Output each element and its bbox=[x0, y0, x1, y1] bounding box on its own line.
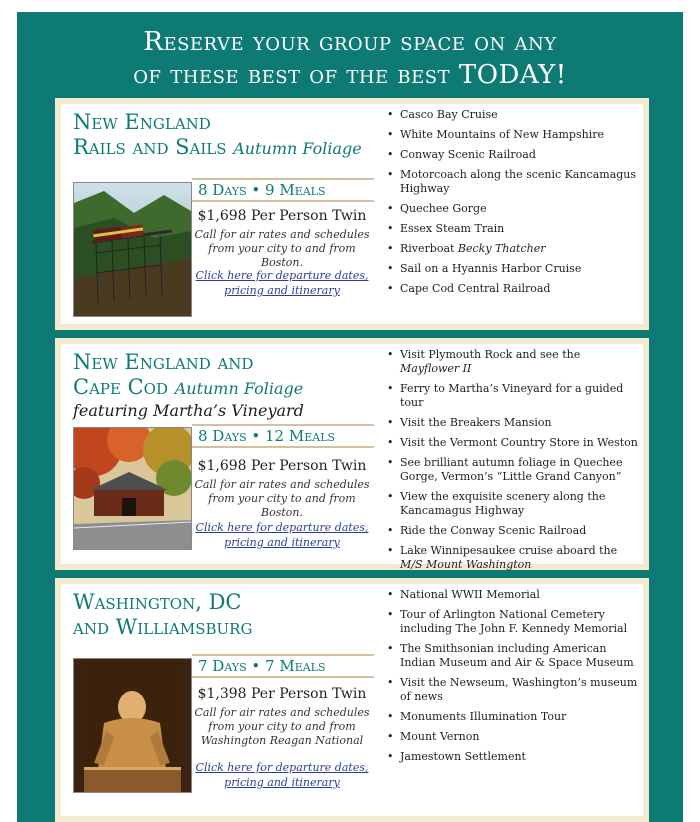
list-item: • Cape Cod Central Railroad bbox=[387, 282, 642, 296]
tour-title-line-2: Cape Cod Autumn Foliage bbox=[73, 375, 304, 399]
tour-title-line-2: Rails and Sails Autumn Foliage bbox=[73, 135, 362, 159]
tour-details-link[interactable] bbox=[192, 520, 372, 550]
tour-title-line-1: Washington, DC bbox=[73, 590, 242, 614]
list-item: • Visit the Vermont Country Store in Weston bbox=[387, 436, 642, 450]
tour-title-line-1: New England bbox=[73, 110, 211, 134]
tour-title bbox=[73, 110, 362, 161]
tour-card-body bbox=[61, 584, 643, 816]
list-item: • White Mountains of New Hampshire bbox=[387, 128, 642, 142]
tour-duration: 7 Days • 7 Meals bbox=[192, 654, 374, 678]
tour-card-new-england-cape-cod bbox=[55, 338, 649, 570]
tour-details-link-line-1[interactable]: Click here for departure dates, bbox=[195, 521, 369, 534]
headline-line-2: of these best of the best TODAY! bbox=[133, 60, 567, 90]
tour-title-line-2: and Williamsburg bbox=[73, 615, 253, 639]
tour-card-body bbox=[61, 344, 643, 571]
list-item: • Visit the Newseum, Washington’s museum of news bbox=[387, 676, 642, 704]
list-item: • Visit the Breakers Mansion bbox=[387, 416, 642, 430]
promo-frame bbox=[17, 12, 683, 822]
list-item: • Tour of Arlington National Cemetery including The John F. Kennedy Memorial bbox=[387, 608, 642, 636]
tour-duration: 8 Days • 12 Meals bbox=[192, 424, 374, 448]
tour-duration: 8 Days • 9 Meals bbox=[192, 178, 374, 202]
tour-price: $1,698 Per Person Twin bbox=[197, 208, 367, 224]
list-item: • The Smithsonian including American Indian Museum and Air & Space Museum bbox=[387, 642, 642, 670]
tour-title bbox=[73, 590, 252, 640]
list-item: • Sail on a Hyannis Harbor Cruise bbox=[387, 262, 642, 276]
list-item: • Conway Scenic Railroad bbox=[387, 148, 642, 162]
list-item: • Quechee Gorge bbox=[387, 202, 642, 216]
tour-highlights-list bbox=[387, 108, 642, 302]
tour-details-link-line-2[interactable]: pricing and itinerary bbox=[224, 776, 340, 789]
covered-bridge-photo bbox=[73, 427, 192, 550]
list-item: • National WWII Memorial bbox=[387, 588, 642, 602]
tour-title bbox=[73, 350, 304, 421]
list-item: • Jamestown Settlement bbox=[387, 750, 642, 764]
list-item: • Mount Vernon bbox=[387, 730, 642, 744]
page-headline bbox=[17, 26, 683, 92]
tour-details-link-line-1[interactable]: Click here for departure dates, bbox=[195, 761, 369, 774]
tour-tag: Autumn Foliage bbox=[174, 379, 304, 398]
list-item: • Ferry to Martha’s Vineyard for a guided tour bbox=[387, 382, 642, 410]
tour-price: $1,698 Per Person Twin bbox=[197, 458, 367, 474]
tour-details-link-line-2[interactable]: pricing and itinerary bbox=[224, 284, 340, 297]
tour-air-note: Call for air rates and schedules from your city to and from Boston. bbox=[194, 478, 370, 519]
list-item: • Visit Plymouth Rock and see the Mayflower II bbox=[387, 348, 642, 376]
headline-line-1: Reserve your group space on any bbox=[143, 27, 557, 57]
list-item: • Motorcoach along the scenic Kancamagus Highway bbox=[387, 168, 642, 196]
list-item: • See brilliant autumn foliage in Quechee Gorge, Vermon’s “Little Grand Canyon” bbox=[387, 456, 642, 484]
list-item: • Monuments Illumination Tour bbox=[387, 710, 642, 724]
tour-details-link-line-2[interactable]: pricing and itinerary bbox=[224, 536, 340, 549]
list-item: • View the exquisite scenery along the Kancamagus Highway bbox=[387, 490, 642, 518]
lincoln-memorial-photo bbox=[73, 658, 192, 793]
tour-subtag: featuring Martha’s Vineyard bbox=[73, 401, 304, 420]
list-item: • Casco Bay Cruise bbox=[387, 108, 642, 122]
train-on-trestle-photo bbox=[73, 182, 192, 317]
riverboat-name: Becky Thatcher bbox=[457, 242, 546, 255]
tour-highlights-list bbox=[387, 588, 642, 770]
tour-details-link-line-1[interactable]: Click here for departure dates, bbox=[195, 269, 369, 282]
tour-air-note: Call for air rates and schedules from your city to and from Washington Reagan National bbox=[194, 706, 370, 747]
tour-details-link[interactable] bbox=[192, 760, 372, 790]
list-item: • Riverboat Becky Thatcher bbox=[387, 242, 642, 256]
list-item: • Lake Winnipesaukee cruise aboard the M/S Mount Washington bbox=[387, 544, 642, 572]
tour-title-line-1: New England and bbox=[73, 350, 254, 374]
tour-tag: Autumn Foliage bbox=[233, 139, 362, 158]
tour-card-washington-williamsburg bbox=[55, 578, 649, 822]
list-item: • Ride the Conway Scenic Railroad bbox=[387, 524, 642, 538]
list-item: • Essex Steam Train bbox=[387, 222, 642, 236]
tour-air-note: Call for air rates and schedules from your city to and from Boston. bbox=[194, 228, 370, 269]
tour-price: $1,398 Per Person Twin bbox=[197, 686, 367, 702]
tour-card-rails-and-sails bbox=[55, 98, 649, 330]
tour-highlights-list bbox=[387, 348, 642, 578]
tour-card-body bbox=[61, 104, 643, 324]
tour-details-link[interactable] bbox=[192, 268, 372, 298]
